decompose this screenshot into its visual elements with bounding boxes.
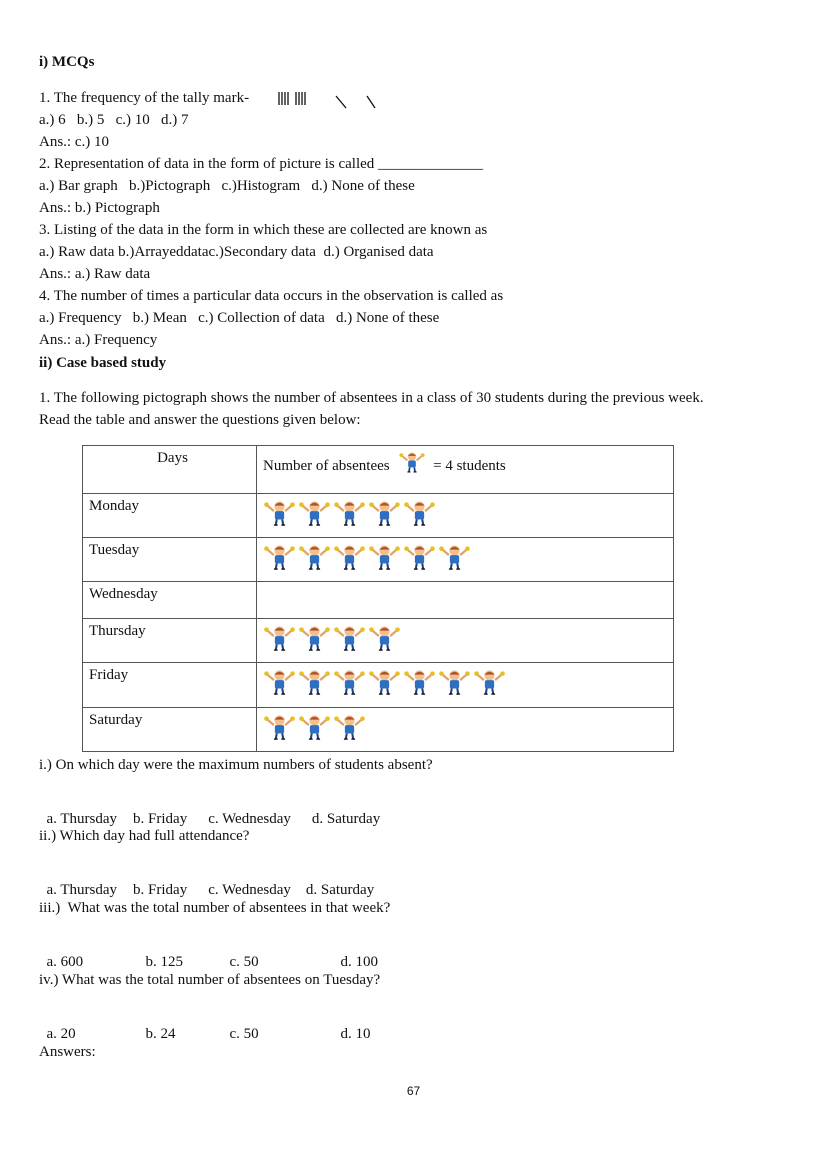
table-row	[83, 663, 674, 708]
icon-cell	[257, 663, 674, 708]
sub-question-2: ii.) Which day had full attendance?	[39, 828, 250, 844]
day-label: Thursday	[83, 619, 257, 663]
option: a. Thursday	[46, 882, 118, 898]
case-intro-1: 1. The following pictograph shows the number of absentees in a class of 30 students during the previous week.	[39, 390, 704, 406]
sub-question-3: iii.) What was the total number of absentees in that week?	[39, 900, 391, 916]
student-icon	[403, 669, 436, 695]
option: b. Friday	[133, 811, 188, 827]
day-label: Wednesday	[83, 582, 257, 619]
option: c. Wednesday	[208, 882, 291, 898]
option: a. Thursday	[46, 811, 118, 827]
q1-options: a.) 6 b.) 5 c.) 10 d.) 7	[39, 112, 189, 128]
student-icon	[403, 544, 436, 570]
sub-question-1-options	[39, 792, 380, 828]
option: b. 125	[145, 954, 183, 970]
student-icon	[368, 544, 401, 570]
option: c. 50	[229, 954, 259, 970]
option: b. Friday	[133, 882, 188, 898]
q2-answer: Ans.: b.) Pictograph	[39, 200, 160, 216]
student-icon	[333, 669, 366, 695]
student-icon	[403, 500, 436, 526]
key-value-label: = 4 students	[433, 458, 506, 474]
day-label: Tuesday	[83, 538, 257, 582]
q1-text: 1. The frequency of the tally mark-	[39, 90, 253, 106]
icon-cell	[257, 708, 674, 752]
table-row	[83, 582, 674, 619]
q2-text: 2. Representation of data in the form of picture is called ______________	[39, 156, 484, 172]
q1-answer: Ans.: c.) 10	[39, 134, 109, 150]
option: d. 10	[340, 1026, 371, 1042]
student-icon	[368, 625, 401, 651]
case-heading: ii) Case based study	[39, 355, 167, 371]
student-icon	[263, 500, 296, 526]
student-icon	[368, 500, 401, 526]
student-key-icon	[399, 449, 425, 475]
student-icon	[368, 669, 401, 695]
table-row	[83, 494, 674, 538]
student-icon	[263, 544, 296, 570]
student-icon	[333, 500, 366, 526]
q3-answer: Ans.: a.) Raw data	[39, 266, 151, 282]
col-days-header: Days	[83, 446, 257, 494]
sub-question-2-options	[39, 863, 374, 899]
col-number-header	[257, 446, 674, 494]
sub-question-3-options	[39, 935, 378, 971]
q4-answer: Ans.: a.) Frequency	[39, 332, 158, 348]
option: a. 600	[46, 954, 84, 970]
student-icon	[473, 669, 506, 695]
q4-options: a.) Frequency b.) Mean c.) Collection of data d.) None of these	[39, 310, 440, 326]
student-icon	[263, 669, 296, 695]
answers-label: Answers:	[39, 1044, 96, 1060]
option: d. 100	[340, 954, 378, 970]
student-icon	[333, 544, 366, 570]
student-icon	[333, 625, 366, 651]
option: b. 24	[145, 1026, 176, 1042]
icon-cell	[257, 619, 674, 663]
sub-question-1: i.) On which day were the maximum numbers of students absent?	[39, 757, 433, 773]
option: d. Saturday	[305, 882, 375, 898]
icon-cell	[257, 494, 674, 538]
sub-question-4-options	[39, 1007, 371, 1043]
student-icon	[298, 500, 331, 526]
table-row	[83, 708, 674, 752]
student-icon	[298, 544, 331, 570]
day-label: Saturday	[83, 708, 257, 752]
pictograph-table	[82, 445, 674, 752]
student-icon	[298, 669, 331, 695]
q4-text: 4. The number of times a particular data occurs in the observation is called as	[39, 288, 504, 304]
day-label: Friday	[83, 663, 257, 708]
table-row	[83, 538, 674, 582]
icon-cell	[257, 538, 674, 582]
icon-cell	[257, 582, 674, 619]
student-icon	[298, 625, 331, 651]
col-number-label: Number of absentees	[263, 458, 390, 474]
student-icon	[438, 544, 471, 570]
student-icon	[333, 714, 366, 740]
q3-options: a.) Raw data b.)Arrayeddatac.)Secondary data d.) Organised data	[39, 244, 434, 260]
tally-mark-icon	[276, 90, 386, 112]
student-icon	[263, 625, 296, 651]
option: c. Wednesday	[208, 811, 291, 827]
sub-question-4: iv.) What was the total number of absentees on Tuesday?	[39, 972, 381, 988]
student-icon	[263, 714, 296, 740]
option: c. 50	[229, 1026, 259, 1042]
mcq-heading: i) MCQs	[39, 54, 95, 70]
option: a. 20	[46, 1026, 76, 1042]
q3-text: 3. Listing of the data in the form in which these are collected are known as	[39, 222, 488, 238]
student-icon	[438, 669, 471, 695]
day-label: Monday	[83, 494, 257, 538]
case-intro-2: Read the table and answer the questions given below:	[39, 412, 361, 428]
option: d. Saturday	[311, 811, 381, 827]
student-icon	[298, 714, 331, 740]
page-number: 67	[406, 1084, 421, 1098]
table-header-row	[83, 446, 674, 494]
q2-options: a.) Bar graph b.)Pictograph c.)Histogram d.) None of these	[39, 178, 415, 194]
table-row	[83, 619, 674, 663]
